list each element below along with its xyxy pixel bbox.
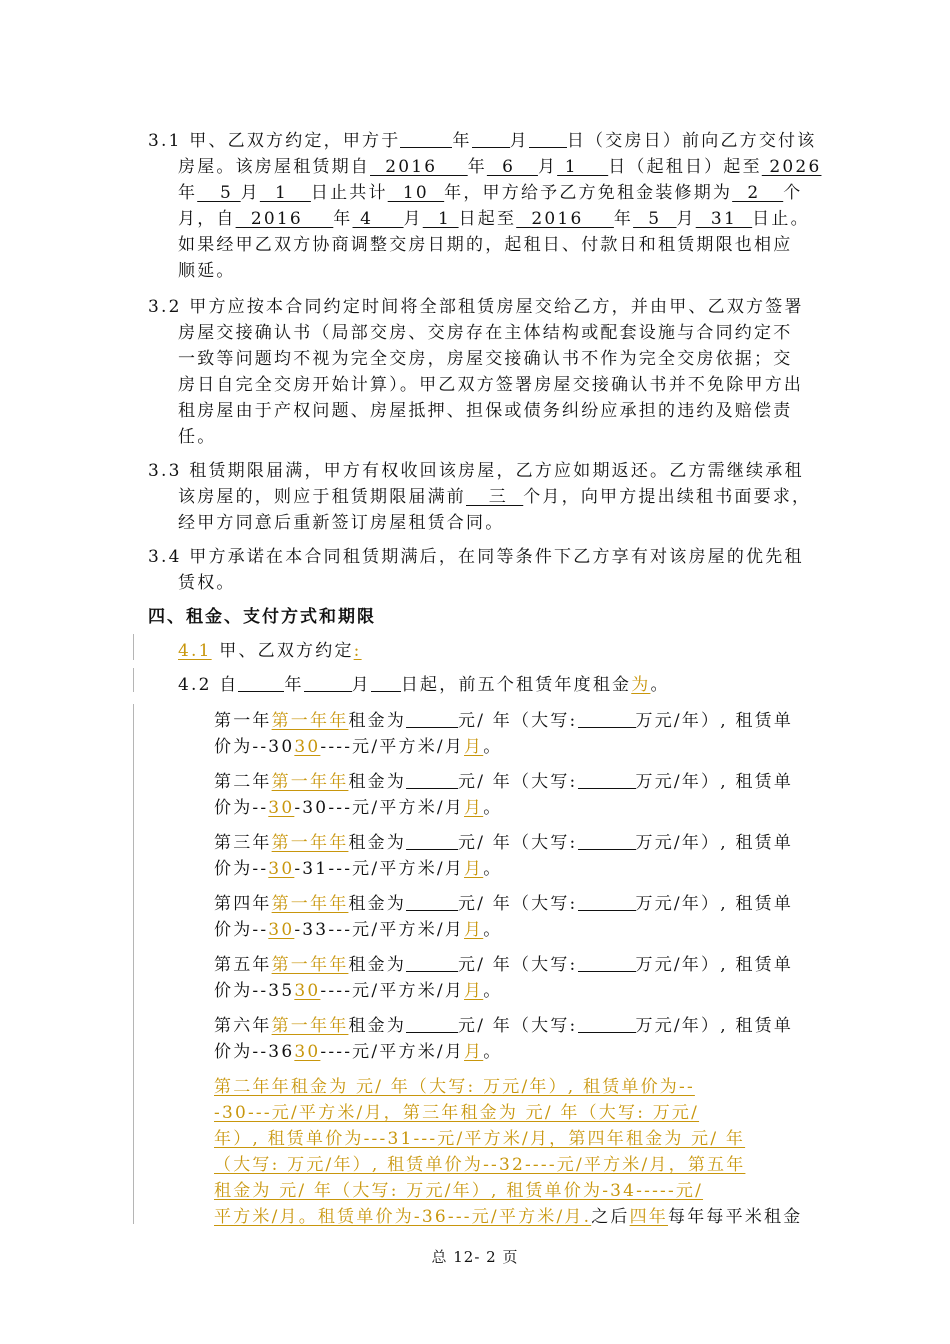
clause-3-1-line-5: 如果经甲乙双方协商调整交房日期的，起租日、付款日和租赁期限也相应 — [178, 235, 793, 255]
section-4-heading: 四、租金、支付方式和期限 — [148, 607, 376, 627]
inserted-line: （大写: 万元/年）, 租赁单价为--32----元/平方米/月，第五年 — [214, 1155, 746, 1175]
change-bar — [133, 668, 134, 692]
clause-3-3-line-1: 3.3 租赁期限届满，甲方有权收回该房屋，乙方应如期返还。乙方需继续承租 — [148, 461, 804, 481]
clause-3-1-line-3: 年 5 月 1 日止共计 10 年，甲方给予乙方免租金装修期为 2 个 — [178, 183, 803, 203]
clause-3-1-line-4: 月，自 2016 年 4 月 1 日起至 2016 年 5 月 31 日止。 — [178, 209, 810, 229]
year-rent-line-b: 价为--3530----元/平方米/月月。 — [214, 981, 503, 1001]
year-rent-line-b: 价为--30-31---元/平方米/月月。 — [214, 859, 503, 879]
year-rent-line-b: 价为--30-33---元/平方米/月月。 — [214, 920, 503, 940]
clause-3-2-line-2: 房屋交接确认书（局部交房、交房存在主体结构或配套设施与合同约定不 — [178, 323, 793, 343]
clause-3-2-line-3: 一致等问题均不视为完全交房，房屋交接确认书不作为完全交房依据；交 — [178, 349, 793, 369]
clause-3-2-line-6: 任。 — [178, 427, 217, 447]
clause-3-2-line-1: 3.2 甲方应按本合同约定时间将全部租赁房屋交给乙方，并由甲、乙双方签署 — [148, 297, 804, 317]
clause-3-2-line-4: 房日自完全交房开始计算）。甲乙双方签署房屋交接确认书并不免除甲方出 — [178, 375, 804, 395]
clause-3-1-line-1: 3.1 甲、乙双方约定，甲方于 年 月 日（交房日）前向乙方交付该 — [148, 131, 817, 151]
year-rent-line-a: 第五年第一年年租金为 元/ 年（大写: 万元/年）, 租赁单 — [214, 955, 794, 975]
clause-3-3-line-2: 该房屋的，则应于租赁期限届满前 三 个月，向甲方提出续租书面要求， — [178, 487, 812, 507]
change-bar — [133, 634, 134, 660]
clause-4-2: 4.2 自 年 月 日起，前五个租赁年度租金为。 — [178, 675, 670, 695]
clause-3-3-line-3: 经甲方同意后重新签订房屋租赁合同。 — [178, 513, 505, 533]
year-rent-line-a: 第一年第一年年租金为 元/ 年（大写: 万元/年）, 租赁单 — [214, 711, 794, 731]
year-rent-line-b: 价为--30-30---元/平方米/月月。 — [214, 798, 503, 818]
inserted-line: -30---元/平方米/月，第三年租金为 元/ 年（大写: 万元/ — [214, 1103, 700, 1123]
year-rent-line-a: 第六年第一年年租金为 元/ 年（大写: 万元/年）, 租赁单 — [214, 1016, 794, 1036]
page-footer: 总 12- 2 页 — [431, 1248, 519, 1266]
clause-4-1: 4.1 甲、乙双方约定: — [178, 641, 362, 661]
year-rent-line-a: 第四年第一年年租金为 元/ 年（大写: 万元/年）, 租赁单 — [214, 894, 794, 914]
inserted-line: 第二年年租金为 元/ 年（大写: 万元/年）, 租赁单价为-- — [214, 1077, 695, 1097]
clause-3-1-line-2: 房屋。该房屋租赁期自 2016 年 6 月 1 日（起租日）起至 2026 — [178, 157, 822, 177]
year-rent-line-a: 第三年第一年年租金为 元/ 年（大写: 万元/年）, 租赁单 — [214, 833, 794, 853]
inserted-line-last: 平方米/月。租赁单价为-36---元/平方米/月.之后四年每年每平米租金 — [214, 1207, 803, 1227]
clause-3-4-line-1: 3.4 甲方承诺在本合同租赁期满后，在同等条件下乙方享有对该房屋的优先租 — [148, 547, 804, 567]
clause-3-1-line-6: 顺延。 — [178, 261, 236, 281]
change-bar — [133, 704, 134, 1224]
year-rent-line-b: 价为--3030----元/平方米/月月。 — [214, 737, 503, 757]
year-rent-line-b: 价为--3630----元/平方米/月月。 — [214, 1042, 503, 1062]
clause-3-2-line-5: 租房屋由于产权问题、房屋抵押、担保或债务纠纷应承担的违约及赔偿责 — [178, 401, 793, 421]
inserted-line: 年）, 租赁单价为---31---元/平方米/月，第四年租金为 元/ 年 — [214, 1129, 746, 1149]
year-rent-line-a: 第二年第一年年租金为 元/ 年（大写: 万元/年）, 租赁单 — [214, 772, 794, 792]
clause-3-4-line-2: 赁权。 — [178, 573, 236, 593]
inserted-line: 租金为 元/ 年（大写: 万元/年）, 租赁单价为-34-----元/ — [214, 1181, 704, 1201]
